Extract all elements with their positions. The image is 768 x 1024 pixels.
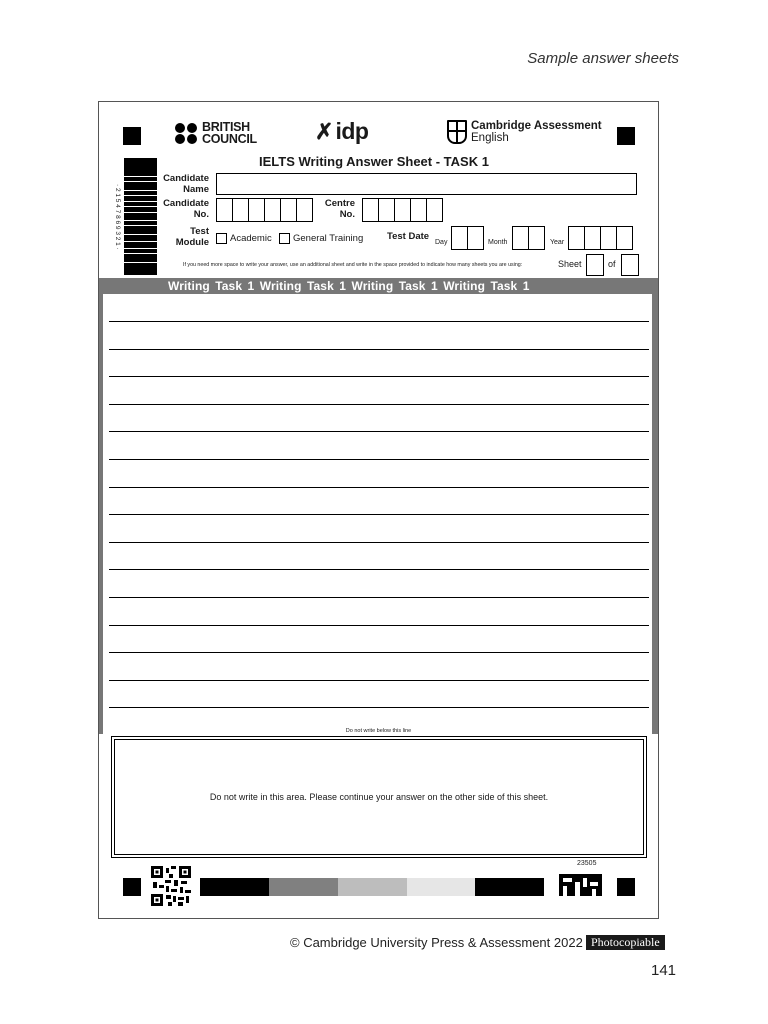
cambridge-line2: English [471, 132, 509, 144]
candidate-no-label: Candidate No. [163, 198, 209, 220]
idp-leaf-icon: ✗ [315, 118, 334, 144]
idp-wordmark: idp [335, 118, 369, 144]
footer-copyright: © Cambridge University Press & Assessment 2022 [290, 935, 583, 950]
academic-checkbox[interactable] [216, 233, 227, 244]
shade-bar-lightest-gray [407, 878, 475, 896]
sheet-title: IELTS Writing Answer Sheet - TASK 1 [259, 154, 489, 169]
idp-logo [315, 120, 368, 143]
answer-line[interactable] [109, 349, 649, 350]
answer-line[interactable] [109, 652, 649, 653]
day-label: Day [435, 239, 448, 246]
year-label: Year [550, 239, 565, 246]
answer-line[interactable] [109, 680, 649, 681]
left-margin-bar [99, 294, 103, 734]
of-label: of [608, 259, 616, 269]
sheet-number-box[interactable] [586, 254, 604, 276]
candidate-number-cells[interactable] [216, 198, 312, 222]
shade-bar-dark-gray [269, 878, 338, 896]
shade-bar-black-1 [200, 878, 269, 896]
shade-bar-black-2 [475, 878, 544, 896]
academic-option-label: Academic [230, 233, 272, 244]
answer-line[interactable] [109, 625, 649, 626]
side-number-scale: · 2 1 5 4 7 8 6 9 3 2 1 · [114, 184, 121, 250]
right-margin-bar [652, 294, 658, 734]
registration-mark-bottom-right [617, 878, 635, 896]
qr-code-icon [151, 866, 191, 906]
centre-number-cells[interactable] [362, 198, 442, 222]
cambridge-line1: Cambridge Assessment [471, 120, 602, 132]
british-council-dots-icon [175, 123, 198, 144]
british-council-logo [175, 121, 257, 145]
photocopiable-badge: Photocopiable [586, 935, 665, 950]
year-cells[interactable] [568, 226, 632, 250]
answer-line[interactable] [109, 376, 649, 377]
cambridge-logo [447, 120, 602, 144]
month-cells[interactable] [512, 226, 544, 250]
writing-task-banner: Writing Task 1 Writing Task 1 Writing Task 1 Writing Task 1 [99, 278, 658, 294]
shade-bar-light-gray [338, 878, 407, 896]
month-label: Month [488, 239, 508, 246]
general-training-checkbox[interactable] [279, 233, 290, 244]
candidate-number-strip [114, 158, 160, 276]
extra-sheet-note: If you need more space to write your answer, use an additional sheet and write in the space provided to indicate how many sheets you are using: [183, 262, 523, 268]
test-module-label: Test Module [175, 226, 209, 248]
no-write-message: Do not write in this area. Please continue your answer on the other side of this sheet. [209, 792, 549, 802]
registration-mark-top-right [617, 127, 635, 145]
test-date-label: Test Date [387, 231, 430, 242]
cambridge-crest-icon [447, 120, 467, 144]
answer-line[interactable] [109, 404, 649, 405]
answer-line[interactable] [109, 431, 649, 432]
answer-line[interactable] [109, 514, 649, 515]
answer-line[interactable] [109, 542, 649, 543]
answer-line[interactable] [109, 597, 649, 598]
no-write-area [114, 739, 644, 855]
candidate-name-field[interactable] [216, 173, 637, 195]
do-not-write-below-note: Do not write below this line [345, 728, 412, 734]
sheet-code: 23505 [577, 860, 597, 867]
answer-line[interactable] [109, 487, 649, 488]
page-header: Sample answer sheets [527, 50, 679, 67]
page-number: 141 [651, 962, 677, 979]
answer-line[interactable] [109, 459, 649, 460]
barcode-mark-icon [559, 874, 602, 896]
general-training-option-label: General Training [293, 233, 364, 244]
answer-sheet [98, 101, 659, 919]
british-council-line2: COUNCIL [202, 132, 257, 146]
side-mark-bars [124, 158, 157, 276]
sheet-label: Sheet [558, 259, 582, 269]
answer-line[interactable] [109, 569, 649, 570]
candidate-name-label: Candidate Name [163, 173, 209, 195]
registration-mark-top-left [123, 127, 141, 145]
registration-mark-bottom-left [123, 878, 141, 896]
centre-no-label: Centre No. [324, 198, 355, 220]
british-council-line1: BRITISH [202, 120, 250, 134]
answer-line[interactable] [109, 707, 649, 708]
answer-line[interactable] [109, 321, 649, 322]
total-sheets-box[interactable] [621, 254, 639, 276]
day-cells[interactable] [451, 226, 483, 250]
